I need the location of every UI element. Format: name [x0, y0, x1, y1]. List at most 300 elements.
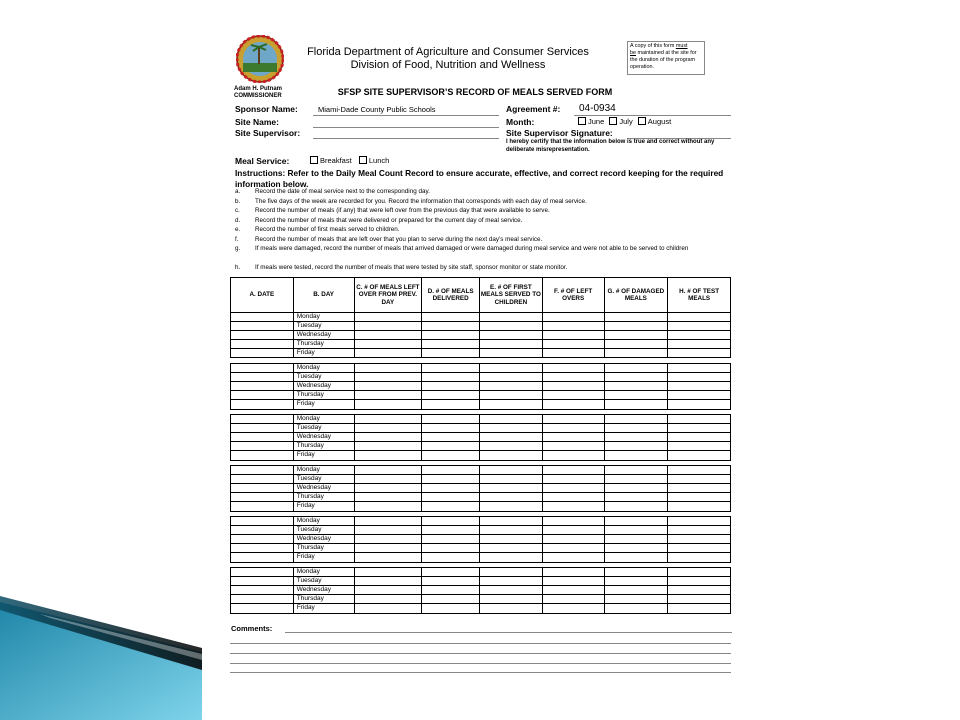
entry-cell[interactable] [543, 526, 605, 534]
entry-cell[interactable] [355, 364, 423, 372]
table-row [231, 382, 730, 391]
entry-cell[interactable] [605, 526, 669, 534]
entry-cell[interactable] [668, 526, 730, 534]
entry-cell[interactable] [422, 391, 480, 399]
entry-cell[interactable] [422, 595, 480, 603]
week-block [230, 516, 731, 562]
entry-cell[interactable] [231, 568, 294, 576]
entry-cell[interactable] [668, 424, 730, 432]
day-cell: Thursday [294, 595, 355, 603]
entry-cell[interactable] [605, 475, 669, 483]
week-block [230, 567, 731, 613]
entry-cell[interactable] [231, 424, 294, 432]
entry-cell[interactable] [355, 373, 423, 381]
entry-cell[interactable] [355, 400, 423, 409]
entry-cell[interactable] [480, 415, 543, 423]
entry-cell[interactable] [605, 424, 669, 432]
august-checkbox[interactable] [638, 117, 646, 125]
entry-cell[interactable] [668, 535, 730, 543]
day-cell: Tuesday [294, 424, 355, 432]
entry-cell[interactable] [231, 391, 294, 399]
entry-cell[interactable] [355, 502, 423, 511]
entry-cell[interactable] [422, 424, 480, 432]
table-row [231, 535, 730, 544]
entry-cell[interactable] [231, 313, 294, 321]
entry-cell[interactable] [231, 544, 294, 552]
entry-cell[interactable] [668, 340, 730, 348]
entry-cell[interactable] [480, 349, 543, 358]
day-cell: Thursday [294, 391, 355, 399]
entry-cell[interactable] [480, 340, 543, 348]
entry-cell[interactable] [355, 340, 423, 348]
instruction-text: Record the number of meals that were delivered or prepared for the current day of meal service. [255, 216, 523, 224]
entry-cell[interactable] [480, 544, 543, 552]
entry-cell[interactable] [605, 586, 669, 594]
entry-cell[interactable] [422, 502, 480, 511]
entry-cell[interactable] [355, 451, 423, 460]
comments-line-4[interactable] [230, 663, 731, 664]
instruction-text: If meals were tested, record the number of meals that were tested by site staff, sponsor monitor or state monitor. [255, 264, 568, 271]
entry-cell[interactable] [422, 466, 480, 474]
entry-cell[interactable] [605, 349, 669, 358]
entry-cell[interactable] [543, 475, 605, 483]
entry-cell[interactable] [543, 433, 605, 441]
entry-cell[interactable] [668, 484, 730, 492]
entry-cell[interactable] [543, 517, 605, 525]
entry-cell[interactable] [605, 493, 669, 501]
entry-cell[interactable] [543, 415, 605, 423]
table-row [231, 604, 730, 613]
entry-cell[interactable] [231, 577, 294, 585]
entry-cell[interactable] [422, 604, 480, 613]
entry-cell[interactable] [355, 535, 423, 543]
entry-cell[interactable] [668, 493, 730, 501]
entry-cell[interactable] [355, 313, 423, 321]
entry-cell[interactable] [480, 400, 543, 409]
entry-cell[interactable] [543, 544, 605, 552]
entry-cell[interactable] [231, 517, 294, 525]
entry-cell[interactable] [231, 595, 294, 603]
comments-line-5[interactable] [230, 672, 731, 673]
entry-cell[interactable] [668, 595, 730, 603]
entry-cell[interactable] [422, 553, 480, 562]
table-row [231, 493, 730, 502]
table-row [231, 313, 730, 322]
entry-cell[interactable] [480, 373, 543, 381]
entry-cell[interactable] [480, 322, 543, 330]
week-block [230, 414, 731, 460]
entry-cell[interactable] [480, 466, 543, 474]
entry-cell[interactable] [605, 415, 669, 423]
entry-cell[interactable] [480, 517, 543, 525]
entry-cell[interactable] [668, 313, 730, 321]
lunch-checkbox[interactable] [359, 156, 367, 164]
entry-cell[interactable] [605, 313, 669, 321]
entry-cell[interactable] [355, 586, 423, 594]
entry-cell[interactable] [355, 424, 423, 432]
july-checkbox[interactable] [609, 117, 617, 125]
comments-line-1[interactable] [285, 632, 732, 633]
entry-cell[interactable] [422, 433, 480, 441]
site-supervisor-label: Site Supervisor: [235, 128, 301, 138]
entry-cell[interactable] [355, 466, 423, 474]
entry-cell[interactable] [480, 577, 543, 585]
entry-cell[interactable] [422, 313, 480, 321]
entry-cell[interactable] [231, 349, 294, 358]
entry-cell[interactable] [543, 535, 605, 543]
table-row [231, 349, 730, 358]
entry-cell[interactable] [480, 493, 543, 501]
entry-cell[interactable] [605, 382, 669, 390]
table-row [231, 400, 730, 409]
commissioner-name: Adam H. Putnam [234, 86, 283, 92]
meal-service-options [307, 156, 389, 165]
entry-cell[interactable] [422, 364, 480, 372]
entry-cell[interactable] [422, 517, 480, 525]
commissioner-title: COMMISSIONER [234, 93, 282, 99]
entry-cell[interactable] [355, 433, 423, 441]
entry-cell[interactable] [355, 484, 423, 492]
entry-cell[interactable] [231, 604, 294, 613]
entry-cell[interactable] [231, 400, 294, 409]
june-label: June [588, 117, 605, 126]
entry-cell[interactable] [605, 568, 669, 576]
table-header [230, 277, 731, 313]
entry-cell[interactable] [543, 568, 605, 576]
entry-cell[interactable] [543, 424, 605, 432]
entry-cell[interactable] [668, 442, 730, 450]
table-row [231, 466, 730, 475]
entry-cell[interactable] [355, 322, 423, 330]
entry-cell[interactable] [422, 340, 480, 348]
table-row [231, 577, 730, 586]
entry-cell[interactable] [480, 313, 543, 321]
entry-cell[interactable] [480, 442, 543, 450]
entry-cell[interactable] [605, 451, 669, 460]
entry-cell[interactable] [231, 442, 294, 450]
entry-cell[interactable] [422, 493, 480, 501]
entry-cell[interactable] [231, 373, 294, 381]
entry-cell[interactable] [668, 466, 730, 474]
day-cell: Thursday [294, 340, 355, 348]
entry-cell[interactable] [668, 502, 730, 511]
entry-cell[interactable] [355, 442, 423, 450]
comments-label: Comments: [231, 624, 273, 633]
table-row [231, 331, 730, 340]
instruction-letter: g. [235, 245, 241, 252]
entry-cell[interactable] [422, 586, 480, 594]
entry-cell[interactable] [355, 604, 423, 613]
entry-cell[interactable] [543, 349, 605, 358]
entry-cell[interactable] [231, 331, 294, 339]
entry-cell[interactable] [422, 373, 480, 381]
entry-cell[interactable] [422, 442, 480, 450]
agreement-field[interactable]: 04-0934 [579, 103, 616, 114]
entry-cell[interactable] [668, 322, 730, 330]
entry-cell[interactable] [422, 535, 480, 543]
entry-cell[interactable] [422, 526, 480, 534]
entry-cell[interactable] [605, 517, 669, 525]
entry-cell[interactable] [231, 451, 294, 460]
entry-cell[interactable] [231, 502, 294, 511]
entry-cell[interactable] [231, 382, 294, 390]
entry-cell[interactable] [231, 493, 294, 501]
entry-cell[interactable] [668, 553, 730, 562]
day-cell: Wednesday [294, 382, 355, 390]
day-cell: Wednesday [294, 484, 355, 492]
entry-cell[interactable] [231, 415, 294, 423]
table-row [231, 322, 730, 331]
entry-cell[interactable] [668, 373, 730, 381]
entry-cell[interactable] [480, 475, 543, 483]
entry-cell[interactable] [355, 391, 423, 399]
commissioner-block [234, 86, 282, 100]
table-row [231, 595, 730, 604]
lunch-label: Lunch [368, 156, 390, 165]
entry-cell[interactable] [355, 577, 423, 585]
entry-cell[interactable] [605, 322, 669, 330]
entry-cell[interactable] [422, 322, 480, 330]
table-row [231, 586, 730, 595]
entry-cell[interactable] [422, 451, 480, 460]
instruction-letter: f. [235, 235, 239, 243]
entry-cell[interactable] [543, 553, 605, 562]
entry-cell[interactable] [422, 544, 480, 552]
table-row [231, 526, 730, 535]
entry-cell[interactable] [543, 451, 605, 460]
entry-cell[interactable] [605, 331, 669, 339]
instructions-heading: Instructions: Refer to the Daily Meal Count Record to ensure accurate, effective, and correct record keeping for the required information below. [235, 168, 724, 189]
table-row [231, 391, 730, 400]
instruction-letter: a. [235, 188, 241, 195]
meals-served-form [229, 34, 733, 676]
entry-cell[interactable] [543, 322, 605, 330]
certify-statement: I hereby certify that the information below is true and correct without any deliberate misrepresentation. [506, 139, 715, 153]
entry-cell[interactable] [422, 400, 480, 409]
entry-cell[interactable] [543, 340, 605, 348]
entry-cell[interactable] [668, 400, 730, 409]
entry-cell[interactable] [355, 553, 423, 562]
table-row [231, 340, 730, 349]
entry-cell[interactable] [605, 433, 669, 441]
entry-cell[interactable] [231, 553, 294, 562]
entry-cell[interactable] [355, 382, 423, 390]
entry-cell[interactable] [480, 391, 543, 399]
entry-cell[interactable] [543, 466, 605, 474]
entry-cell[interactable] [605, 502, 669, 511]
entry-cell[interactable] [480, 526, 543, 534]
entry-cell[interactable] [480, 382, 543, 390]
entry-cell[interactable] [668, 568, 730, 576]
day-cell: Thursday [294, 544, 355, 552]
entry-cell[interactable] [480, 364, 543, 372]
entry-cell[interactable] [422, 415, 480, 423]
entry-cell[interactable] [668, 544, 730, 552]
meals-record-table [230, 277, 731, 618]
entry-cell[interactable] [605, 391, 669, 399]
entry-cell[interactable] [668, 604, 730, 613]
entry-cell[interactable] [605, 340, 669, 348]
entry-cell[interactable] [668, 451, 730, 460]
entry-cell[interactable] [605, 535, 669, 543]
site-name-field[interactable] [313, 127, 499, 128]
entry-cell[interactable] [231, 535, 294, 543]
entry-cell[interactable] [543, 331, 605, 339]
entry-cell[interactable] [355, 349, 423, 358]
entry-cell[interactable] [668, 349, 730, 358]
sponsor-name-label: Sponsor Name: [235, 104, 298, 114]
entry-cell[interactable] [422, 331, 480, 339]
entry-cell[interactable] [355, 595, 423, 603]
entry-cell[interactable] [231, 484, 294, 492]
sponsor-name-field[interactable]: Miami-Dade County Public Schools [318, 105, 436, 114]
entry-cell[interactable] [668, 475, 730, 483]
week-block [230, 363, 731, 409]
entry-cell[interactable] [480, 484, 543, 492]
entry-cell[interactable] [231, 433, 294, 441]
notice-be: be [630, 50, 636, 56]
entry-cell[interactable] [231, 586, 294, 594]
entry-cell[interactable] [231, 466, 294, 474]
instruction-letter: h. [235, 264, 241, 271]
day-cell: Monday [294, 568, 355, 576]
entry-cell[interactable] [422, 577, 480, 585]
breakfast-label: Breakfast [320, 156, 352, 165]
entry-cell[interactable] [668, 433, 730, 441]
entry-cell[interactable] [231, 322, 294, 330]
entry-cell[interactable] [668, 415, 730, 423]
entry-cell[interactable] [480, 331, 543, 339]
instruction-text: The five days of the week are recorded for you. Record the information that corresponds with each day of meal service. [255, 197, 587, 205]
site-name-label: Site Name: [235, 117, 279, 127]
site-supervisor-field[interactable] [313, 138, 499, 139]
entry-cell[interactable] [422, 568, 480, 576]
header-first-meals: E. # OF FIRST MEALS SERVED TO CHILDREN [480, 278, 543, 312]
entry-cell[interactable] [543, 442, 605, 450]
entry-cell[interactable] [355, 493, 423, 501]
entry-cell[interactable] [480, 568, 543, 576]
entry-cell[interactable] [480, 535, 543, 543]
entry-cell[interactable] [355, 544, 423, 552]
entry-cell[interactable] [422, 475, 480, 483]
entry-cell[interactable] [355, 331, 423, 339]
entry-cell[interactable] [668, 331, 730, 339]
instruction-text: Record the number of first meals served to children. [255, 226, 400, 233]
entry-cell[interactable] [480, 553, 543, 562]
instruction-letter: d. [235, 216, 241, 224]
entry-cell[interactable] [668, 364, 730, 372]
entry-cell[interactable] [605, 553, 669, 562]
header-test-meals: H. # OF TEST MEALS [679, 287, 720, 302]
entry-cell[interactable] [422, 349, 480, 358]
agency-line-1: Florida Department of Agriculture and Consumer Services [307, 46, 589, 58]
notice-text-2: maintained at the site for the duration of the program operation. [630, 50, 697, 70]
entry-cell[interactable] [480, 595, 543, 603]
june-checkbox[interactable] [578, 117, 586, 125]
entry-cell[interactable] [543, 364, 605, 372]
entry-cell[interactable] [355, 568, 423, 576]
entry-cell[interactable] [605, 595, 669, 603]
breakfast-checkbox[interactable] [310, 156, 318, 164]
entry-cell[interactable] [668, 382, 730, 390]
entry-cell[interactable] [543, 595, 605, 603]
entry-cell[interactable] [480, 451, 543, 460]
entry-cell[interactable] [668, 517, 730, 525]
entry-cell[interactable] [480, 424, 543, 432]
entry-cell[interactable] [231, 340, 294, 348]
entry-cell[interactable] [543, 382, 605, 390]
entry-cell[interactable] [231, 526, 294, 534]
entry-cell[interactable] [605, 604, 669, 613]
table-row [231, 442, 730, 451]
entry-cell[interactable] [480, 586, 543, 594]
day-cell: Wednesday [294, 433, 355, 441]
entry-cell[interactable] [668, 391, 730, 399]
entry-cell[interactable] [231, 364, 294, 372]
entry-cell[interactable] [543, 391, 605, 399]
entry-cell[interactable] [668, 577, 730, 585]
day-cell: Thursday [294, 493, 355, 501]
header-damaged: G. # OF DAMAGED MEALS [605, 278, 669, 312]
instruction-text: Record the date of meal service next to the corresponding day. [255, 188, 430, 195]
entry-cell[interactable] [231, 475, 294, 483]
week-block [230, 313, 731, 358]
entry-cell[interactable] [668, 586, 730, 594]
entry-cell[interactable] [543, 373, 605, 381]
entry-cell[interactable] [543, 577, 605, 585]
entry-cell[interactable] [543, 313, 605, 321]
entry-cell[interactable] [605, 373, 669, 381]
sponsor-name-line [313, 115, 499, 116]
entry-cell[interactable] [605, 466, 669, 474]
entry-cell[interactable] [605, 400, 669, 409]
entry-cell[interactable] [480, 502, 543, 511]
instruction-text: Record the number of meals that are left over that you plan to serve during the next day’s meal service. [255, 235, 543, 243]
entry-cell[interactable] [422, 382, 480, 390]
decorative-corner-graphic [0, 596, 202, 720]
table-row [231, 475, 730, 484]
table-body [230, 313, 731, 614]
entry-cell[interactable] [480, 604, 543, 613]
day-cell: Tuesday [294, 526, 355, 534]
comments-line-2[interactable] [230, 643, 731, 644]
week-block [230, 465, 731, 511]
entry-cell[interactable] [355, 415, 423, 423]
entry-cell[interactable] [355, 526, 423, 534]
entry-cell[interactable] [355, 517, 423, 525]
entry-cell[interactable] [605, 442, 669, 450]
entry-cell[interactable] [605, 364, 669, 372]
entry-cell[interactable] [605, 544, 669, 552]
agreement-line [574, 115, 731, 116]
notice-text-1: A copy of this form [630, 43, 676, 49]
entry-cell[interactable] [543, 502, 605, 511]
entry-cell[interactable] [543, 586, 605, 594]
table-row [231, 364, 730, 373]
entry-cell[interactable] [543, 493, 605, 501]
entry-cell[interactable] [543, 484, 605, 492]
entry-cell[interactable] [605, 577, 669, 585]
entry-cell[interactable] [543, 400, 605, 409]
comments-line-3[interactable] [230, 653, 731, 654]
entry-cell[interactable] [422, 484, 480, 492]
day-cell: Friday [294, 553, 355, 562]
entry-cell[interactable] [605, 484, 669, 492]
entry-cell[interactable] [355, 475, 423, 483]
entry-cell[interactable] [480, 433, 543, 441]
instruction-letter: e. [235, 226, 241, 233]
entry-cell[interactable] [543, 604, 605, 613]
